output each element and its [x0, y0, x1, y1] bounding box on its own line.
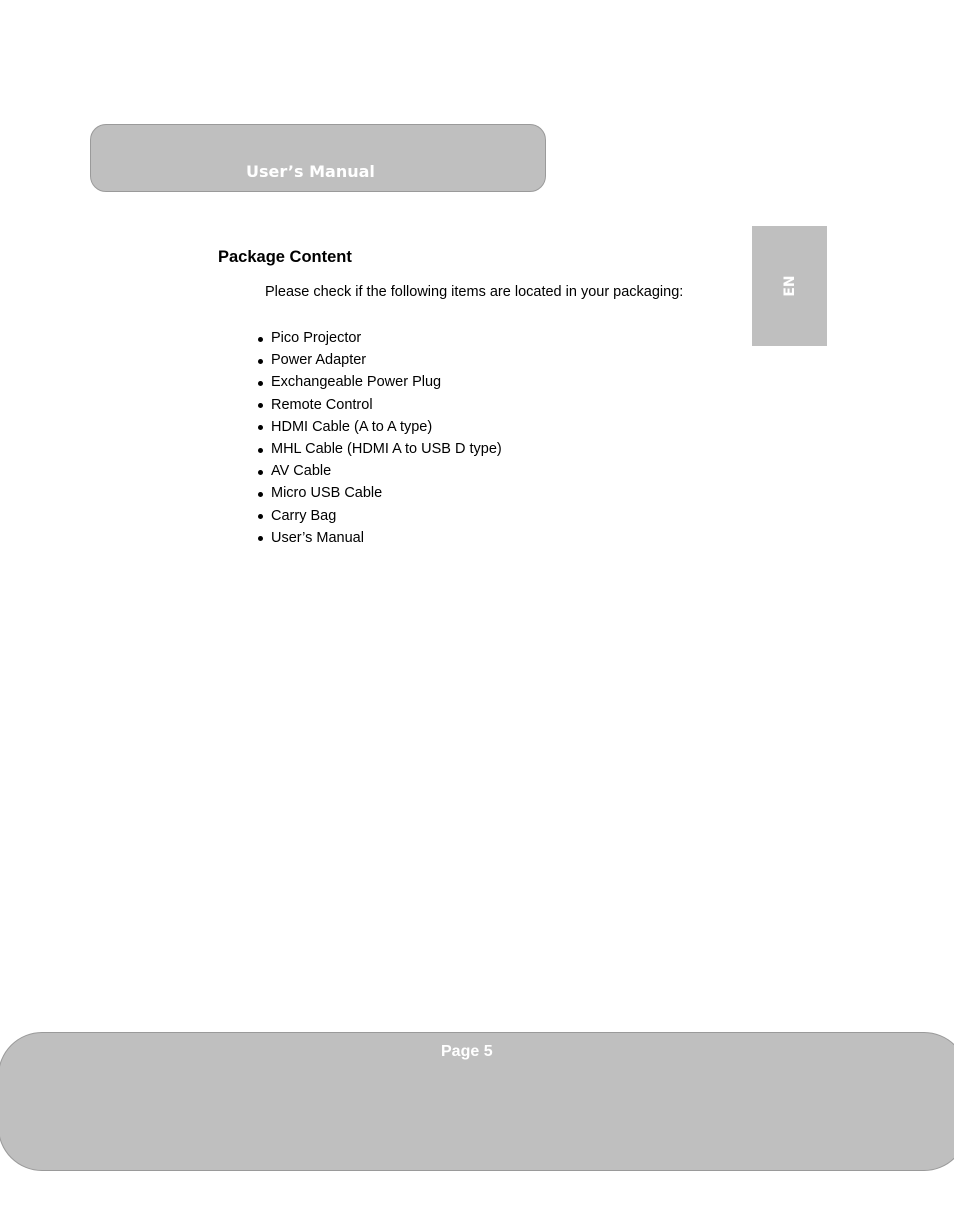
section-heading: Package Content	[218, 248, 352, 266]
language-tab	[752, 226, 827, 346]
list-item-label: AV Cable	[271, 463, 332, 480]
bullet-icon	[258, 359, 263, 364]
list-item	[258, 394, 502, 416]
list-item-label: Power Adapter	[271, 352, 367, 369]
list-item-label: MHL Cable (HDMI A to USB D type)	[271, 440, 502, 457]
list-item	[258, 371, 502, 393]
list-item	[258, 416, 502, 438]
bullet-icon	[258, 492, 263, 497]
bullet-icon	[258, 514, 263, 519]
list-item	[258, 505, 502, 527]
bullet-icon	[258, 381, 263, 386]
language-label: EN	[781, 275, 798, 297]
bullet-icon	[258, 337, 263, 342]
intro-paragraph: Please check if the following items are located in your packaging:	[265, 284, 684, 300]
list-item	[258, 527, 502, 549]
list-item-label: Micro USB Cable	[271, 485, 383, 502]
package-content-list	[258, 327, 502, 549]
list-item	[258, 349, 502, 371]
list-item-label: HDMI Cable (A to A type)	[271, 418, 433, 435]
bullet-icon	[258, 448, 263, 453]
list-item-label: Remote Control	[271, 396, 373, 413]
footer-band	[0, 1032, 954, 1171]
page-number: Page 5	[441, 1043, 493, 1060]
list-item-label: User’s Manual	[271, 529, 364, 546]
bullet-icon	[258, 536, 263, 541]
list-item	[258, 460, 502, 482]
bullet-icon	[258, 470, 263, 475]
list-item	[258, 327, 502, 349]
list-item	[258, 438, 502, 460]
list-item-label: Pico Projector	[271, 330, 362, 346]
bullet-icon	[258, 403, 263, 408]
list-item	[258, 482, 502, 504]
list-item-label: Carry Bag	[271, 507, 337, 524]
document-title: User’s Manual	[246, 162, 375, 181]
list-item-label: Exchangeable Power Plug	[271, 374, 442, 391]
bullet-icon	[258, 425, 263, 430]
header-tab	[90, 124, 546, 192]
